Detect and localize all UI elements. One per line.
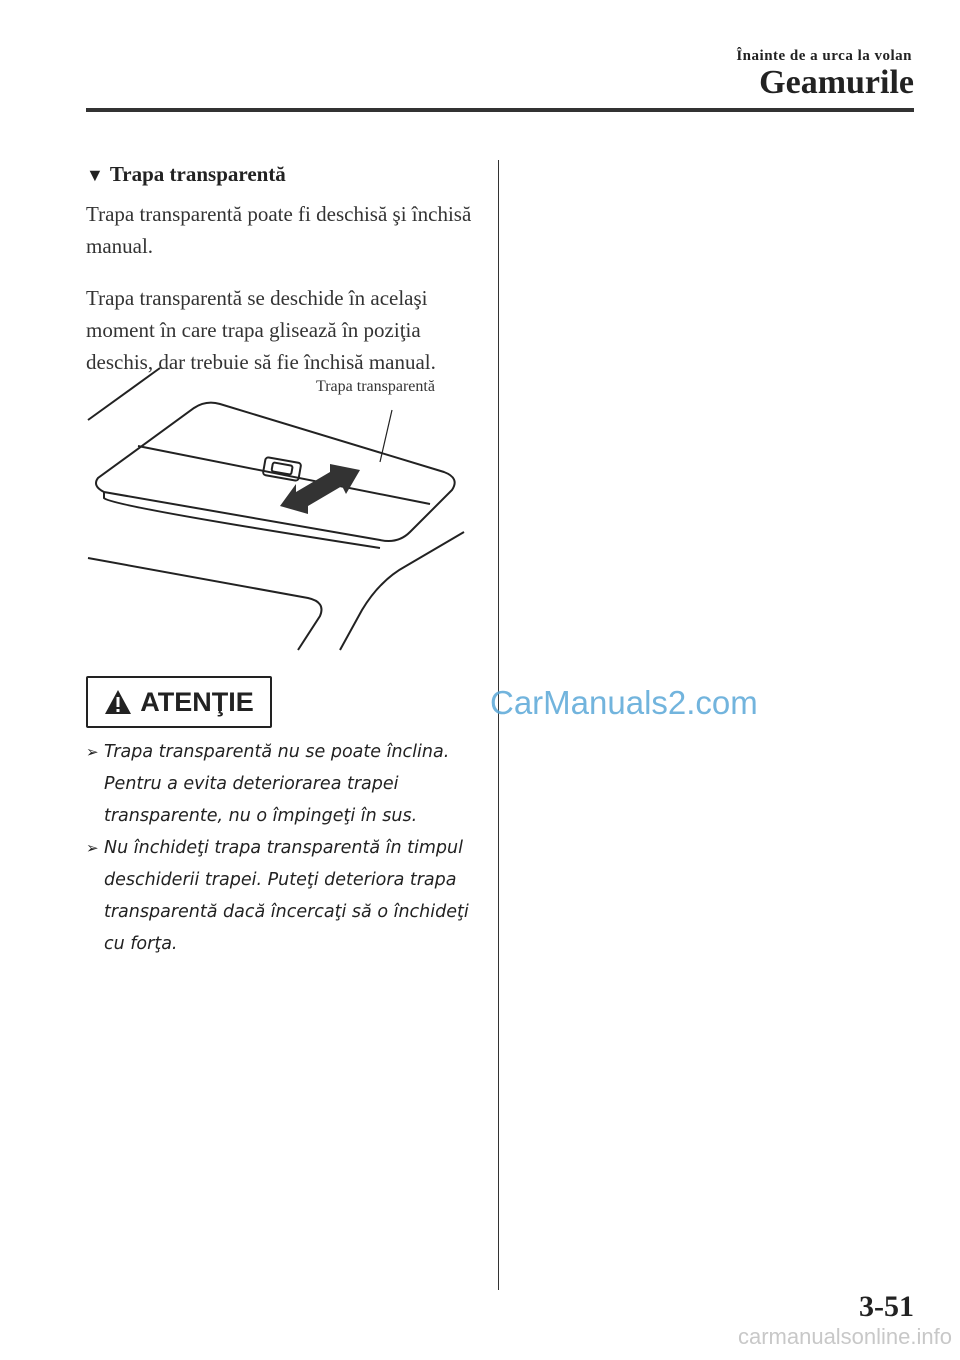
arrow-bullet-icon: ➢ (86, 839, 99, 857)
triangle-marker-icon: ▼ (86, 165, 104, 185)
page-number: 3-51 (859, 1290, 914, 1323)
bullet-text: Nu închideţi trapa transparentă în timpul deschiderii trapei. Puteţi deteriora trapa transparentă dacă încercaţi să o închideţi cu forţa. (104, 838, 469, 954)
paragraph-2: Trapa transparentă se deschide în acelaşi moment în care trapa glisează în poziţia deschis, dar trebuie să fie închisă manual. (86, 286, 436, 374)
column-divider (498, 160, 499, 1290)
caution-label: ATENŢIE (140, 686, 254, 717)
list-item (86, 736, 486, 832)
sunroof-drawing (80, 360, 480, 660)
bullet-text: Trapa transparentă nu se poate înclina. Pentru a evita deteriorarea trapei transparente, nu o împingeţi în sus. (104, 742, 450, 826)
sunroof-illustration (80, 360, 480, 660)
footer-watermark: carmanualsonline.info (737, 1324, 952, 1349)
chapter-subtitle: Înainte de a urca la volan (736, 48, 912, 64)
header-rule (86, 108, 914, 112)
caution-box (86, 676, 272, 728)
list-item (86, 832, 486, 960)
caution-bullet-list (86, 736, 486, 960)
section-title-text: Trapa transparentă (109, 162, 286, 186)
warning-triangle-icon (104, 689, 132, 715)
watermark-link[interactable]: CarManuals2.com (490, 684, 758, 721)
figure-callout-label: Trapa transparentă (316, 378, 435, 395)
section-header-title: Geamurile (759, 64, 914, 101)
arrow-bullet-icon: ➢ (86, 743, 99, 761)
section-title (86, 162, 286, 187)
paragraph-1: Trapa transparentă poate fi deschisă şi închisă manual. (86, 202, 472, 258)
